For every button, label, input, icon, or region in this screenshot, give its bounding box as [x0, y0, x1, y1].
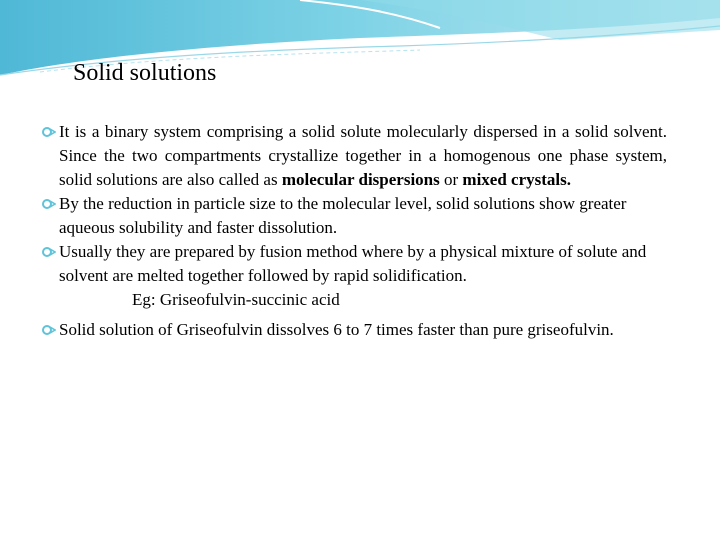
slide-title: Solid solutions — [73, 60, 217, 86]
bullet-item — [40, 192, 667, 240]
term-molecular-dispersions: molecular dispersions — [281, 170, 440, 189]
term-mixed-crystals: mixed crystals. — [462, 170, 571, 189]
bullet-text: Usually they are prepared by fusion method where by a physical mixture of solute and solvent are melted together followed by rapid solidification. — [59, 242, 647, 285]
bullet-text: By the reduction in particle size to the molecular level, solid solutions show greater aqueous solubility and faster dissolution. — [59, 194, 627, 237]
bullet-item — [40, 120, 667, 192]
example-line: Eg: Griseofulvin-succinic acid — [132, 290, 340, 309]
slide-body — [40, 120, 667, 342]
bullet-text-connector: or — [439, 170, 463, 189]
header-wave-decoration — [0, 0, 720, 110]
bullet-text: Solid solution of Griseofulvin dissolves 6 to 7 times faster than pure griseofulvin. — [59, 320, 614, 339]
bullet-item — [40, 318, 667, 342]
bullet-text: It is a binary system comprising a solid solute molecularly dispersed in a solid solvent. Since the two compartments crystallize together in a homogenous one phase system, solid solutions are also called as — [59, 122, 667, 189]
hollow-bullet-icon — [40, 323, 56, 337]
hollow-bullet-icon — [40, 197, 56, 211]
hollow-bullet-icon — [40, 125, 56, 139]
bullet-item — [40, 240, 667, 288]
hollow-bullet-icon — [40, 245, 56, 259]
